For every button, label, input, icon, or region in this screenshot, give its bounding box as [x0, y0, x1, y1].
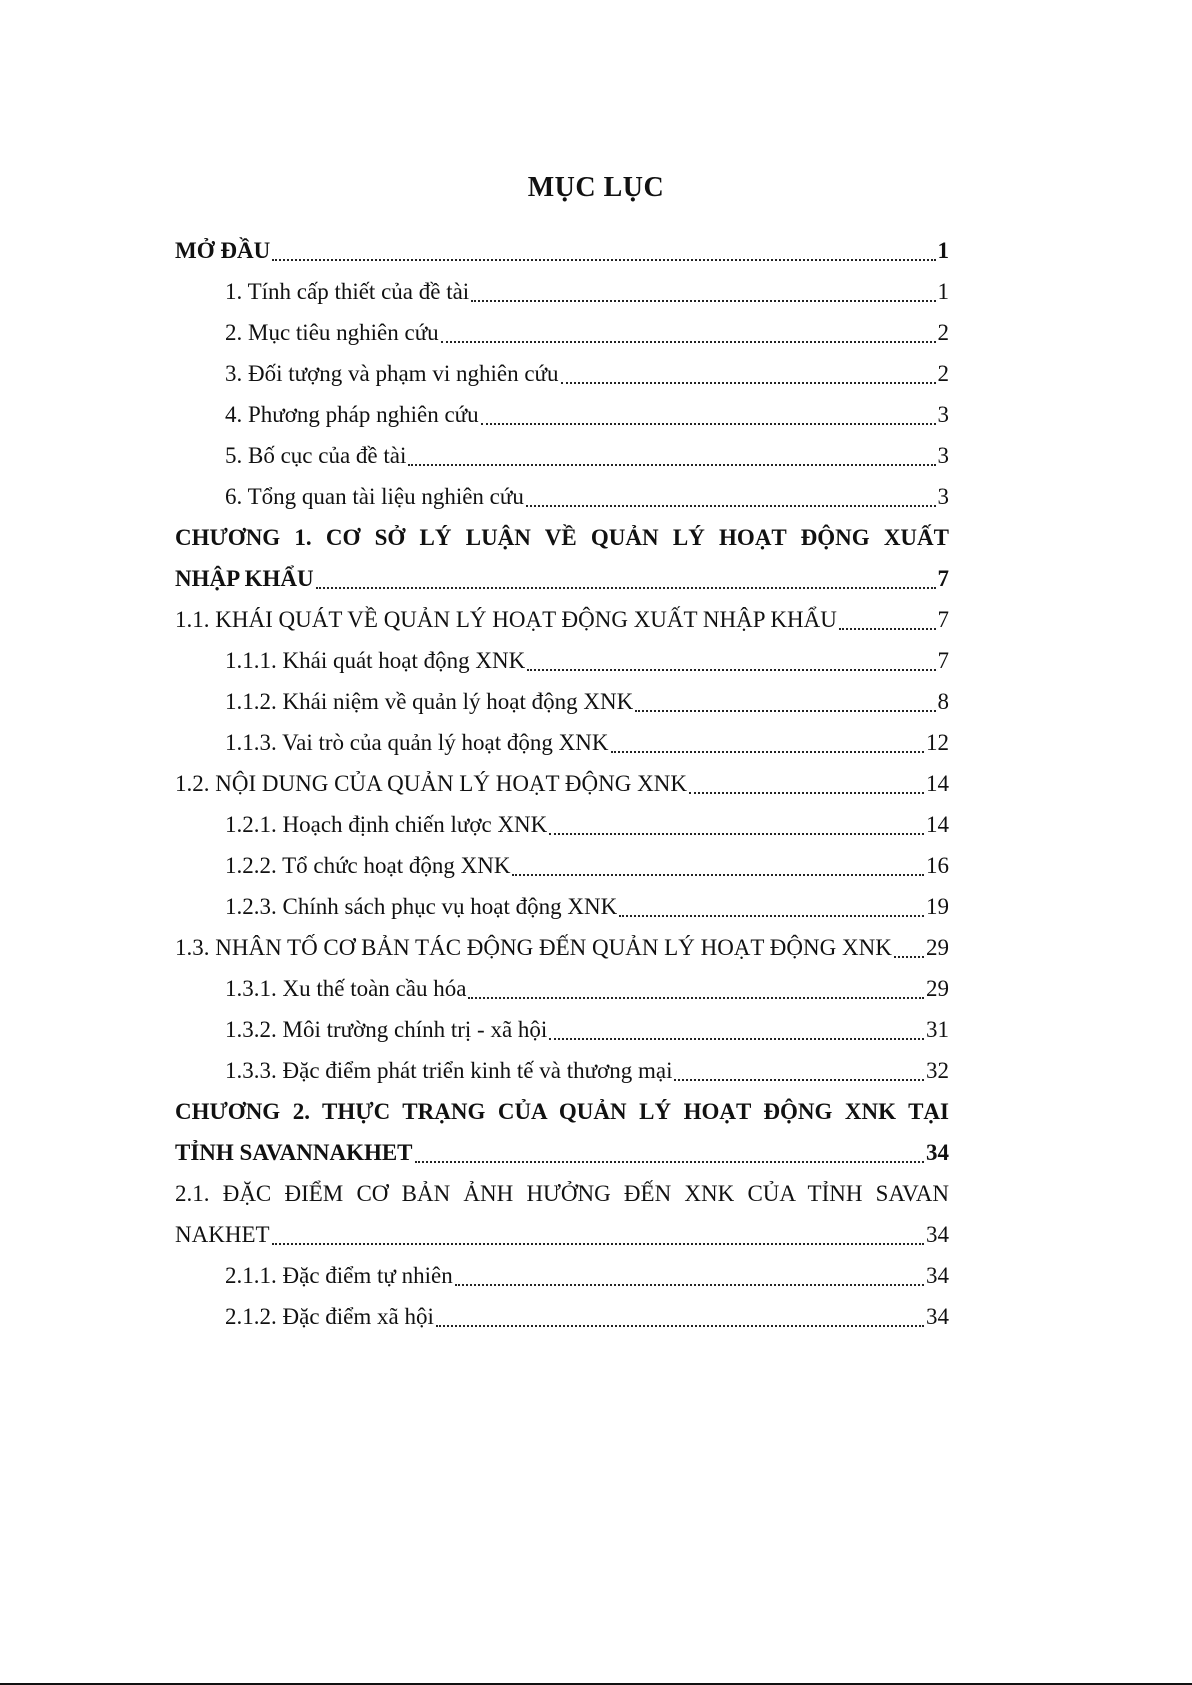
toc-page-number: 14 — [926, 812, 949, 837]
toc-entry-title-continued: NAKHET — [175, 1222, 270, 1247]
toc-page-number: 8 — [937, 689, 949, 714]
toc-entry[interactable] — [175, 968, 949, 1009]
toc-entry[interactable] — [175, 927, 949, 968]
toc-entry-title: 1. Tính cấp thiết của đề tài — [225, 279, 470, 304]
toc-entry[interactable] — [175, 1050, 949, 1091]
toc-entry[interactable] — [175, 1091, 949, 1132]
dot-leader — [526, 505, 936, 507]
toc-entry[interactable] — [175, 599, 949, 640]
dot-leader — [512, 874, 924, 876]
toc-page-number: 14 — [926, 771, 949, 796]
toc-entry[interactable] — [175, 886, 949, 927]
toc-page-number: 3 — [937, 484, 949, 509]
dot-leader — [527, 669, 935, 671]
toc-entry[interactable] — [175, 394, 949, 435]
toc-entry-title: 5. Bố cục của đề tài — [225, 443, 407, 468]
toc-entry-title: 1.3.2. Môi trường chính trị - xã hội — [225, 1017, 548, 1042]
toc-page-number: 32 — [926, 1058, 949, 1083]
dot-leader — [839, 628, 936, 630]
dot-leader — [441, 341, 936, 343]
toc-page-number: 12 — [926, 730, 949, 755]
toc-page-number: 7 — [937, 648, 949, 673]
toc-page-number: 2 — [937, 361, 949, 386]
toc-entry-title: 1.2.1. Hoạch định chiến lược XNK — [225, 812, 548, 837]
toc-entry-title-continued: NHẬP KHẨU — [175, 566, 314, 591]
toc-page-number: 1 — [937, 238, 949, 263]
dot-leader — [549, 833, 924, 835]
toc-entry-title: 4. Phương pháp nghiên cứu — [225, 402, 479, 427]
toc-entry-title: 1.3.3. Đặc điểm phát triển kinh tế và thương mại — [225, 1058, 673, 1083]
dot-leader — [611, 751, 925, 753]
dot-leader — [481, 423, 936, 425]
toc-page-number: 1 — [937, 279, 949, 304]
toc-page-number: 29 — [926, 976, 949, 1001]
table-of-contents — [175, 230, 949, 1337]
toc-entry-title: 6. Tổng quan tài liệu nghiên cứu — [225, 484, 524, 509]
toc-entry-continuation[interactable] — [175, 558, 949, 599]
toc-entry-title: 2. Mục tiêu nghiên cứu — [225, 320, 439, 345]
toc-entry[interactable] — [175, 1009, 949, 1050]
dot-leader — [415, 1161, 924, 1163]
dot-leader — [619, 915, 924, 917]
dot-leader — [272, 259, 935, 261]
page-title: MỤC LỤC — [527, 172, 665, 203]
toc-entry[interactable] — [175, 1255, 949, 1296]
dot-leader — [674, 1079, 924, 1081]
toc-entry-title: MỞ ĐẦU — [175, 238, 271, 263]
toc-entry-title: 1.1.2. Khái niệm về quản lý hoạt động XNK — [225, 689, 634, 714]
toc-entry-title: 1.2.3. Chính sách phục vụ hoạt động XNK — [225, 894, 618, 919]
dot-leader — [689, 792, 924, 794]
toc-entry-title: 2.1.1. Đặc điểm tự nhiên — [225, 1263, 453, 1288]
toc-entry[interactable] — [175, 312, 949, 353]
toc-entry[interactable] — [175, 722, 949, 763]
toc-page-number: 16 — [926, 853, 949, 878]
toc-entry[interactable] — [175, 230, 949, 271]
toc-entry[interactable] — [175, 517, 949, 558]
dot-leader — [455, 1284, 924, 1286]
toc-page-number: 3 — [937, 402, 949, 427]
toc-entry-title: CHƯƠNG 1. CƠ SỞ LÝ LUẬN VỀ QUẢN LÝ HOẠT ĐỘNG XUẤT — [175, 525, 949, 550]
toc-entry[interactable] — [175, 640, 949, 681]
toc-entry-title: 1.3.1. Xu thế toàn cầu hóa — [225, 976, 467, 1001]
dot-leader — [436, 1325, 924, 1327]
toc-page-number: 2 — [937, 320, 949, 345]
toc-page-number: 7 — [937, 607, 949, 632]
dot-leader — [635, 710, 935, 712]
toc-entry-title: 2.1. ĐẶC ĐIỂM CƠ BẢN ẢNH HƯỞNG ĐẾN XNK CỦA TỈNH SAVAN — [175, 1181, 949, 1206]
toc-entry[interactable] — [175, 353, 949, 394]
toc-page-number: 34 — [926, 1222, 949, 1247]
dot-leader — [316, 587, 936, 589]
toc-entry-title: 1.2.2. Tổ chức hoạt động XNK — [225, 853, 511, 878]
toc-entry-title: 1.1.3. Vai trò của quản lý hoạt động XNK — [225, 730, 609, 755]
toc-page-number: 34 — [926, 1263, 949, 1288]
toc-entry-title-continued: TỈNH SAVANNAKHET — [175, 1140, 413, 1165]
toc-entry-title: 1.3. NHÂN TỐ CƠ BẢN TÁC ĐỘNG ĐẾN QUẢN LÝ HOẠT ĐỘNG XNK — [175, 935, 892, 960]
dot-leader — [272, 1243, 924, 1245]
dot-leader — [894, 956, 924, 958]
toc-entry-continuation[interactable] — [175, 1132, 949, 1173]
toc-entry-title: 3. Đối tượng và phạm vi nghiên cứu — [225, 361, 559, 386]
toc-page-number: 19 — [926, 894, 949, 919]
toc-page-number: 34 — [926, 1304, 949, 1329]
dot-leader — [468, 997, 924, 999]
toc-entry[interactable] — [175, 271, 949, 312]
toc-entry[interactable] — [175, 763, 949, 804]
toc-entry-title: 2.1.2. Đặc điểm xã hội — [225, 1304, 434, 1329]
dot-leader — [561, 382, 936, 384]
dot-leader — [471, 300, 935, 302]
toc-entry-title: 1.2. NỘI DUNG CỦA QUẢN LÝ HOẠT ĐỘNG XNK — [175, 771, 687, 796]
toc-entry-title: 1.1. KHÁI QUÁT VỀ QUẢN LÝ HOẠT ĐỘNG XUẤT NHẬP KHẨU — [175, 607, 837, 632]
toc-entry[interactable] — [175, 845, 949, 886]
toc-entry[interactable] — [175, 435, 949, 476]
toc-page-number: 29 — [926, 935, 949, 960]
toc-entry[interactable] — [175, 681, 949, 722]
toc-entry[interactable] — [175, 1173, 949, 1214]
toc-entry[interactable] — [175, 804, 949, 845]
toc-entry[interactable] — [175, 476, 949, 517]
toc-entry-title: 1.1.1. Khái quát hoạt động XNK — [225, 648, 526, 673]
dot-leader — [408, 464, 935, 466]
toc-page-number: 34 — [926, 1140, 949, 1165]
toc-entry-title: CHƯƠNG 2. THỰC TRẠNG CỦA QUẢN LÝ HOẠT ĐỘNG XNK TẠI — [175, 1099, 949, 1124]
toc-entry-continuation[interactable] — [175, 1214, 949, 1255]
toc-page-number: 31 — [926, 1017, 949, 1042]
toc-entry[interactable] — [175, 1296, 949, 1337]
dot-leader — [549, 1038, 924, 1040]
toc-page-number: 3 — [937, 443, 949, 468]
toc-page-number: 7 — [937, 566, 949, 591]
